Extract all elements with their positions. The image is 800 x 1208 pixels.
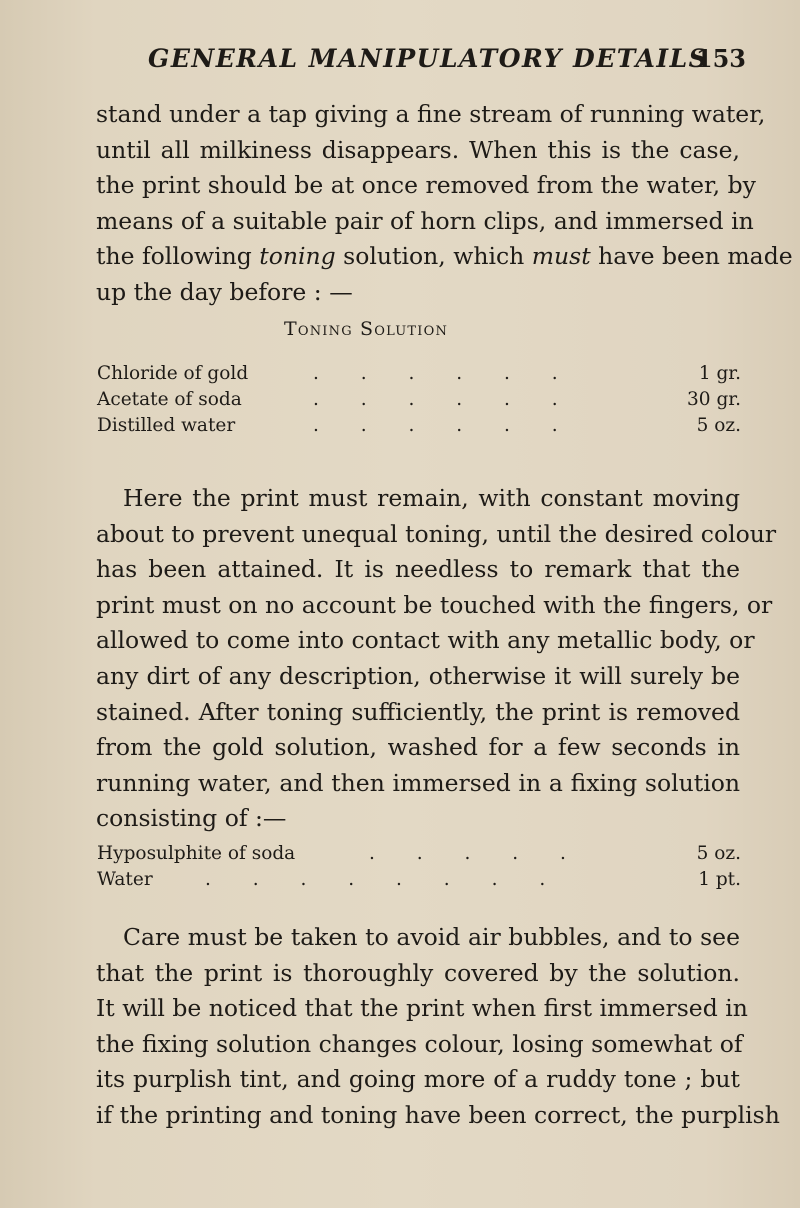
text-run: the following xyxy=(96,242,260,271)
text-line: the fixing solution changes colour, losing somewhat of xyxy=(96,1029,743,1058)
formula-row xyxy=(97,363,741,389)
leader-dots: . . . . . . xyxy=(313,363,576,384)
text-line: from the gold solution, washed for a few seconds in xyxy=(96,733,740,762)
text-line: has been attained. It is needless to remark that the xyxy=(96,555,740,584)
text-line: allowed to come into contact with any metallic body, or xyxy=(96,626,755,655)
toning-solution-title: Toning Solution xyxy=(284,318,449,340)
text-line: if the printing and toning have been correct, the purplish xyxy=(96,1100,780,1129)
formula-row xyxy=(97,415,741,441)
emphasis-text: toning xyxy=(259,242,336,271)
paragraph-1 xyxy=(96,97,793,311)
emphasis-text: must xyxy=(531,242,591,271)
text-line: stand under a tap giving a fine stream of running water, xyxy=(96,100,766,128)
quantity: 5 oz. xyxy=(696,843,741,864)
text-line: that the print is thoroughly covered by the solution. xyxy=(96,958,740,987)
quantity: 5 oz. xyxy=(696,415,741,436)
ingredient: Acetate of soda xyxy=(97,389,242,410)
text-line: Care must be taken to avoid air bubbles, and to see xyxy=(123,923,740,951)
text-line: until all milkiness disappears. When this is the case, xyxy=(96,135,740,164)
text-line: It will be noticed that the print when first immersed in xyxy=(96,994,748,1023)
quantity: 1 pt. xyxy=(698,869,741,890)
text-line: any dirt of any description, otherwise it will surely be xyxy=(96,661,740,690)
quantity: 1 gr. xyxy=(698,363,741,384)
ingredient: Water xyxy=(97,869,153,890)
paragraph-3 xyxy=(96,920,780,1134)
page-header xyxy=(100,40,746,80)
quantity: 30 gr. xyxy=(687,389,741,410)
fixing-solution-formula xyxy=(97,843,741,895)
ingredient: Distilled water xyxy=(97,415,236,436)
paragraph-2 xyxy=(96,481,777,837)
formula-row xyxy=(97,869,741,895)
text-line: consisting of :— xyxy=(96,804,287,833)
formula-row xyxy=(97,843,741,869)
text-line: Here the print must remain, with constant moving xyxy=(123,484,740,512)
text-line: its purplish tint, and going more of a ruddy tone ; but xyxy=(96,1065,740,1094)
ingredient: Hyposulphite of soda xyxy=(97,843,296,864)
text-line: running water, and then immersed in a fixing solution xyxy=(96,768,740,797)
text-line: means of a suitable pair of horn clips, and immersed in xyxy=(96,206,754,235)
running-title: GENERAL MANIPULATORY DETAILS xyxy=(148,44,709,73)
leader-dots: . . . . . xyxy=(369,843,584,864)
page-number: 153 xyxy=(695,44,746,73)
text-run: solution, which xyxy=(335,242,532,271)
text-line: the print should be at once removed from the water, by xyxy=(96,171,756,200)
formula-row xyxy=(97,389,741,415)
text-line xyxy=(96,239,793,275)
text-line: print must on no account be touched with the fingers, or xyxy=(96,590,773,619)
text-line: about to prevent unequal toning, until the desired colour xyxy=(96,519,777,548)
text-line: up the day before : — xyxy=(96,277,353,306)
toning-solution-formula xyxy=(97,363,741,441)
text-line: stained. After toning sufficiently, the print is removed xyxy=(96,697,740,726)
text-run: have been made xyxy=(590,242,793,271)
leader-dots: . . . . . . . . xyxy=(205,869,564,890)
leader-dots: . . . . . . xyxy=(313,389,576,410)
leader-dots: . . . . . . xyxy=(313,415,576,436)
ingredient: Chloride of gold xyxy=(97,363,249,384)
